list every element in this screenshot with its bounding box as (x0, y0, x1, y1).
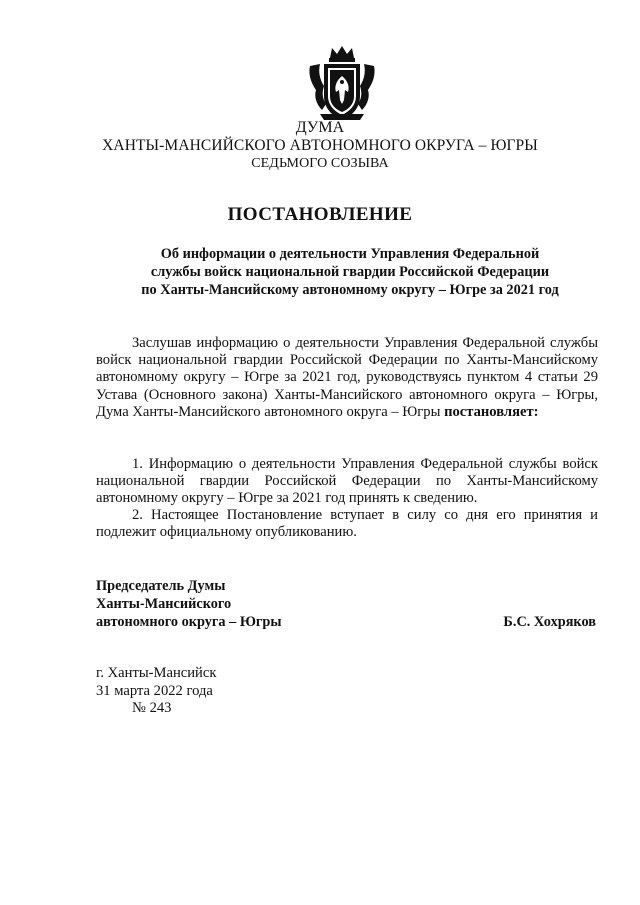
position-line: Председатель Думы (96, 578, 226, 594)
document-footer (96, 665, 216, 718)
position-line: автономного округа – Югры (96, 614, 282, 630)
org-name: ДУМА (295, 119, 345, 136)
item-1-paragraph: 1. Информацию о деятельности Управления Федеральной службы войск национальной гвардии Российской Федерации по Ханты-Мансийскому автономному округу – Югре за 2021 год принять к сведению. (96, 456, 598, 507)
region-name: ХАНТЫ-МАНСИЙСКОГО АВТОНОМНОГО ОКРУГА – ЮГРЫ (102, 137, 538, 154)
document-subject (0, 245, 640, 299)
subject-line: службы войск национальной гвардии Российской Федерации (150, 264, 550, 280)
signatory-position (96, 577, 282, 631)
place: г. Ханты-Мансийск (96, 665, 217, 681)
signatory-name: Б.С. Хохряков (503, 614, 596, 630)
date: 31 марта 2022 года (96, 682, 213, 699)
item-2-paragraph: 2. Настоящее Постановление вступает в силу со дня его принятия и подлежит официальному опубликованию. (96, 507, 598, 541)
document-number: № 243 (132, 700, 172, 716)
subject-line: по Ханты-Мансийскому автономному округу – Югре за 2021 год (141, 282, 559, 298)
preamble-paragraph (96, 335, 598, 421)
subject-line: Об информации о деятельности Управления Федеральной (160, 246, 540, 262)
document-type: ПОСТАНОВЛЕНИЕ (227, 204, 413, 225)
preamble-decision: постановляет: (444, 403, 539, 420)
coat-of-arms-icon (306, 44, 378, 124)
position-line: Ханты-Мансийского (96, 596, 232, 612)
convocation: СЕДЬМОГО СОЗЫВА (251, 156, 389, 171)
preamble-text: Заслушав информацию о деятельности Управления Федеральной службы войск национальной гвардии Российской Федерации по Ханты-Мансийскому автономному округу – Югре за 2021 год, руководствуясь пунктом 4 статьи 29 Устава (Основного закона) Ханты-Мансийского автономного округа – Югры, Дума Ханты-Мансийского автономного округа – Югры (96, 335, 598, 420)
